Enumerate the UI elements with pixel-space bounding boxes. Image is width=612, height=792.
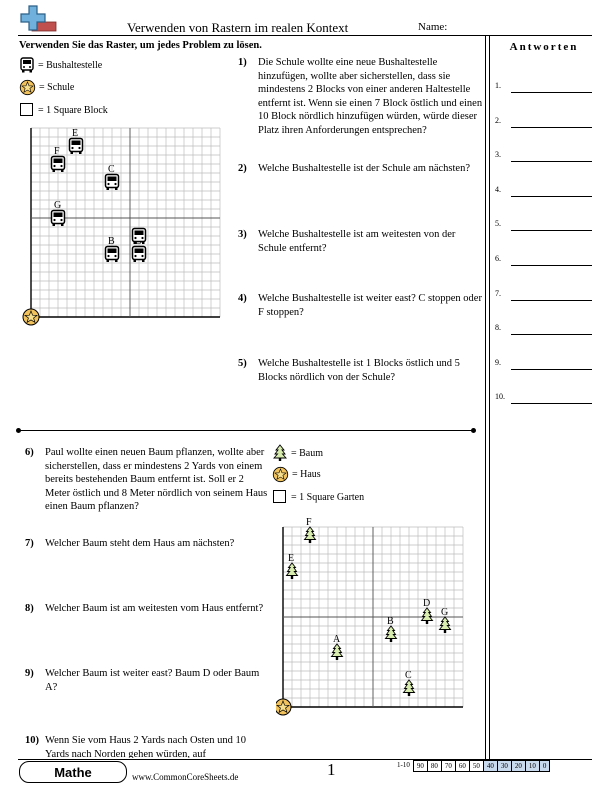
house-star-icon <box>272 466 289 483</box>
answer-number: 1. <box>495 81 501 90</box>
question-number: 9) <box>25 668 34 679</box>
tree-label: G <box>441 607 449 618</box>
question-number: 3) <box>238 229 247 240</box>
answer-row <box>495 287 592 301</box>
answer-row <box>495 217 592 231</box>
score-cell: 80 <box>427 760 442 772</box>
answer-number: 4. <box>495 184 501 194</box>
question-number: 5) <box>238 358 247 369</box>
tree-label: B <box>387 616 394 627</box>
answer-number: 5. <box>495 219 501 229</box>
question-number: 1) <box>238 57 247 68</box>
tree-label: F <box>306 517 312 528</box>
tree-marker <box>287 553 298 579</box>
house-marker <box>276 699 291 715</box>
question-text: Paul wollte einen neuen Baum pflanzen, wollte aber sicherstellen, dass er mindestens 2 Yards von einem bereits bestehenden Baum entfernt ist. Soll er 2 Meter östlich und 8 Meter nördlich von seinem Haus einen Baum pflanzen? <box>45 447 268 512</box>
tree-marker <box>332 634 343 660</box>
tree-marker <box>386 616 397 642</box>
answer-number: 8. <box>495 323 501 333</box>
tree-label: D <box>423 598 431 609</box>
section-divider <box>18 430 474 431</box>
school-icon <box>19 79 36 96</box>
score-cell: 70 <box>441 760 456 772</box>
legend-house <box>272 466 321 483</box>
answer-number: 10. <box>495 392 505 402</box>
tree-marker <box>404 670 415 696</box>
legend-school <box>19 79 74 96</box>
question-number: 6) <box>25 447 34 458</box>
legend-square-block <box>19 102 108 118</box>
question-number: 7) <box>25 538 34 549</box>
question-text: Die Schule wollte eine neue Bushaltestelle hinzufügen, wollte aber sicherstellen, dass sie mindestens 2 Blocks von einer anderen Haltestelle entfernt ist. Wenn sie einen 7 Block östlich und einen 10 Block nördlich hinzufügen würden, würde dieser Platz ihren Anforderungen entsprechen? <box>258 57 483 136</box>
square-icon <box>19 102 35 118</box>
tree-marker <box>440 607 451 633</box>
question-text: Welche Bushaltestelle ist am weitesten von der Schule entfernt? <box>258 229 456 254</box>
score-cell: 50 <box>469 760 484 772</box>
legend-tree-label: = Baum <box>291 447 324 459</box>
tree-marker <box>422 598 433 624</box>
instructions: Verwenden Sie das Raster, um jedes Problem zu lösen. <box>19 40 262 51</box>
page-number: 1 <box>327 760 336 779</box>
subject-badge: Mathe <box>19 761 127 783</box>
bus-stop-label: B <box>108 236 115 247</box>
legend-square-garden <box>272 489 364 505</box>
bus-stop-marker <box>52 200 65 226</box>
answer-blank[interactable] <box>511 300 592 301</box>
school-marker <box>23 309 39 325</box>
legend-school-label: = Schule <box>39 82 75 93</box>
divider-dot-right <box>471 428 476 433</box>
score-cell: 30 <box>497 760 512 772</box>
score-cell: 20 <box>511 760 526 772</box>
score-table <box>398 760 550 772</box>
answer-blank[interactable] <box>511 230 592 231</box>
score-cell: 0 <box>539 760 551 772</box>
bus-stop-marker <box>106 236 119 262</box>
answer-blank[interactable] <box>511 196 592 197</box>
legend-square-garden-label: = 1 Square Garten <box>291 491 365 503</box>
answer-blank[interactable] <box>511 369 592 370</box>
legend-bus <box>19 57 102 73</box>
header-rule <box>18 35 592 36</box>
bus-icon <box>19 57 35 73</box>
question-text: Welcher Baum steht dem Haus am nächsten? <box>45 538 235 549</box>
bus-stop-label: E <box>72 128 79 139</box>
bus-stop-grid <box>14 120 224 330</box>
question-text: Welche Bushaltestelle ist weiter east? C stoppen oder F stoppen? <box>258 293 482 318</box>
question-number: 2) <box>238 163 247 174</box>
answer-blank[interactable] <box>511 92 592 93</box>
answer-blank[interactable] <box>511 127 592 128</box>
tree-icon <box>272 444 288 462</box>
legend-tree <box>272 444 323 462</box>
legend-square-label: = 1 Square Block <box>38 104 108 116</box>
legend-house-label: = Haus <box>292 469 321 480</box>
tree-marker <box>305 517 316 543</box>
answer-row <box>495 252 592 266</box>
question-number: 8) <box>25 603 34 614</box>
site-url: www.CommonCoreSheets.de <box>132 772 239 782</box>
answer-row <box>495 114 592 128</box>
question-text: Welche Bushaltestelle ist der Schule am nächsten? <box>258 163 470 174</box>
answer-row <box>495 390 592 404</box>
score-cell: 90 <box>413 760 428 772</box>
legend-bus-label: = Bushaltestelle <box>38 59 103 71</box>
score-cell: 10 <box>525 760 540 772</box>
question-text: Welcher Baum ist am weitesten vom Haus entfernt? <box>45 603 264 614</box>
bus-stop-marker <box>52 146 65 172</box>
square-icon <box>272 489 288 505</box>
score-cell: 40 <box>483 760 498 772</box>
answer-number: 7. <box>495 288 501 298</box>
answer-number: 2. <box>495 115 501 125</box>
tree-label: E <box>288 553 295 564</box>
bus-stop-label: F <box>54 146 60 157</box>
answer-row <box>495 148 592 162</box>
answers-title: Antworten <box>509 41 579 53</box>
question-number: 10) <box>25 735 39 746</box>
divider-dot-left <box>16 428 21 433</box>
answer-blank[interactable] <box>511 161 592 162</box>
score-cell: 60 <box>455 760 470 772</box>
answer-number: 9. <box>495 357 501 367</box>
answer-blank[interactable] <box>511 334 592 335</box>
question-number: 4) <box>238 293 247 304</box>
worksheet-title: Verwenden von Rastern im realen Kontext <box>127 20 349 35</box>
answer-blank[interactable] <box>511 265 592 266</box>
answer-row <box>495 356 592 370</box>
question-item <box>25 734 270 758</box>
answer-row <box>495 321 592 335</box>
answer-blank[interactable] <box>511 403 592 404</box>
bus-stop-label: G <box>54 200 62 211</box>
logo-icon <box>18 4 58 36</box>
bus-stop-marker <box>106 164 119 190</box>
answer-number: 6. <box>495 254 501 263</box>
answer-divider-left <box>485 36 486 759</box>
answer-number: 3. <box>495 150 501 160</box>
name-label: Name: <box>418 21 448 33</box>
tree-label: A <box>333 634 341 645</box>
tree-grid <box>276 505 476 717</box>
bus-stop-label: C <box>108 164 115 175</box>
answer-row <box>495 183 592 197</box>
question-text: Welcher Baum ist weiter east? Baum D oder Baum A? <box>45 668 260 693</box>
answer-row <box>495 79 592 93</box>
answer-divider-right <box>489 36 490 759</box>
score-label: 1-10 <box>397 761 410 769</box>
question-text: Welche Bushaltestelle ist 1 Blocks östlich und 5 Blocks nördlich von der Schule? <box>258 358 460 383</box>
question-text: Wenn Sie vom Haus 2 Yards nach Osten und 10 Yards nach Norden gehen würden, auf <box>45 735 246 758</box>
bus-stop-marker <box>70 128 83 154</box>
tree-label: C <box>405 670 412 681</box>
bus-stop-marker <box>133 229 146 245</box>
